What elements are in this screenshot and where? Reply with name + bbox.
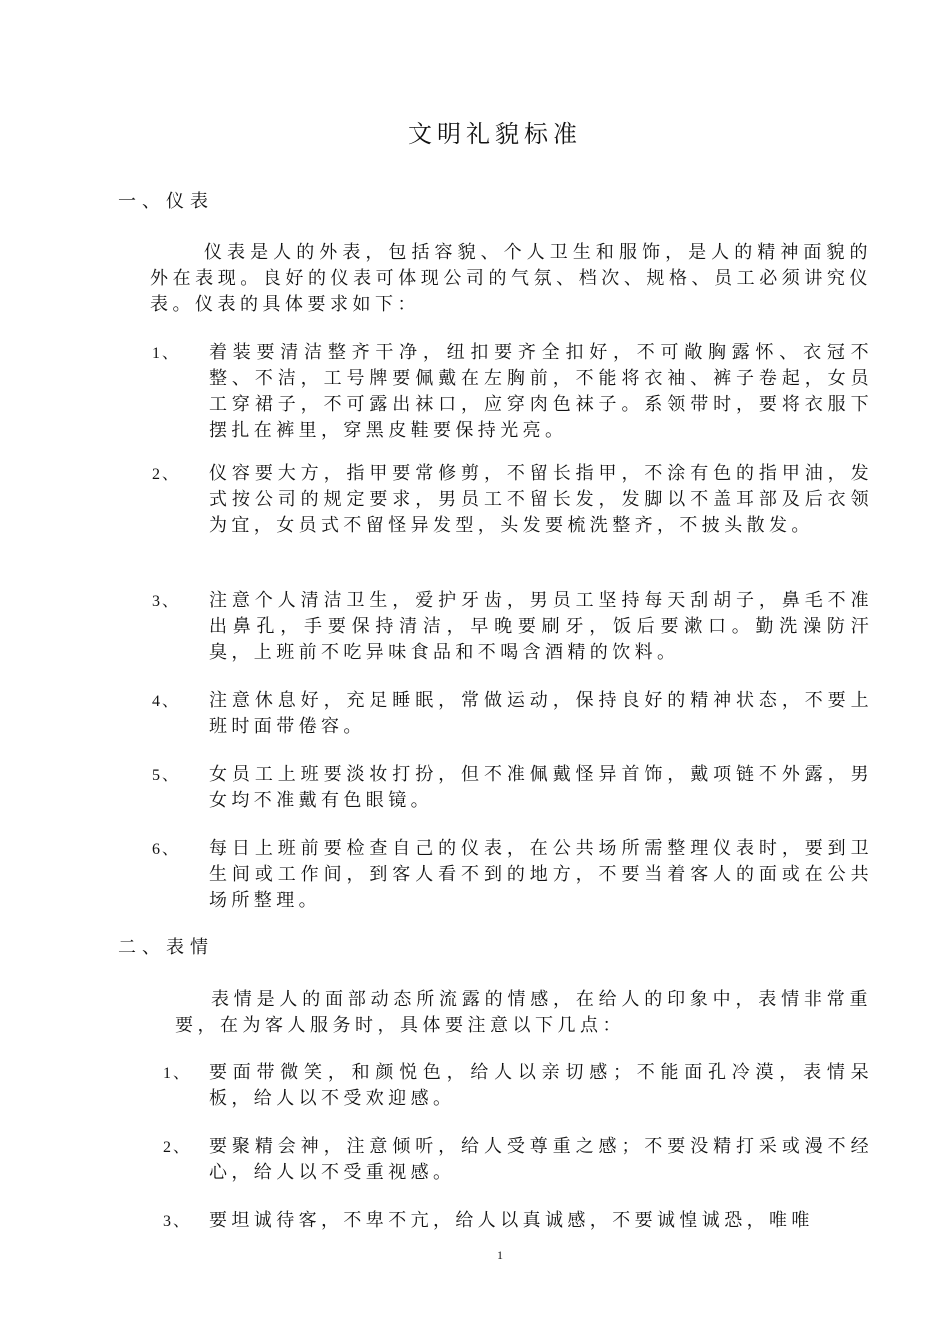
list-item-text: 要坦诚待客，不卑不亢，给人以真诚感，不要诚惶诚恐，唯唯: [209, 1210, 814, 1231]
list-item-text: 注意个人清洁卫生，爱护牙齿，男员工坚持每天刮胡子，鼻毛不准出鼻孔，手要保持清洁，早晚要刷牙，饭后要漱口。勤洗澡防汗臭，上班前不吃异味食品和不喝含酒精的饮料。: [209, 590, 873, 663]
list-item-number: 5、: [152, 767, 181, 784]
list-item-text: 每日上班前要检查自己的仪表，在公共场所需整理仪表时，要到卫生间或工作间，到客人看不到的地方，不要当着客人的面或在公共场所整理。: [209, 838, 873, 911]
list-item-number: 3、: [152, 593, 181, 610]
list-item-number: 6、: [152, 841, 181, 858]
section-intro-expression: 表情是人的面部动态所流露的情感，在给人的印象中，表情非常重要，在为客人服务时，具体要注意以下几点：: [175, 989, 872, 1036]
list-item-text: 要聚精会神，注意倾听，给人受尊重之感；不要没精打采或漫不经心，给人以不受重视感。: [209, 1136, 873, 1183]
section-heading-expression: 二、表情: [118, 937, 214, 958]
list-item-text: 仪容要大方，指甲要常修剪，不留长指甲，不涂有色的指甲油，发式按公司的规定要求，男员工不留长发，发脚以不盖耳部及后衣领为宜，女员式不留怪异发型，头发要梳洗整齐，不披头散发。: [209, 463, 873, 536]
section-heading-appearance: 一、仪表: [118, 191, 214, 212]
list-item-number: 1、: [163, 1065, 192, 1082]
list-item-text: 女员工上班要淡妆打扮，但不准佩戴怪异首饰，戴项链不外露，男女均不准戴有色眼镜。: [209, 764, 873, 811]
list-item-number: 1、: [152, 345, 181, 362]
document-title: 文明礼貌标准: [408, 120, 582, 148]
page-number: 1: [497, 1248, 503, 1262]
list-item-number: 4、: [152, 693, 181, 710]
list-item-number: 2、: [163, 1139, 192, 1156]
list-item-text: 着装要清洁整齐干净，纽扣要齐全扣好，不可敞胸露怀、衣冠不整、不洁，工号牌要佩戴在左胸前，不能将衣袖、裤子卷起，女员工穿裙子，不可露出袜口，应穿肉色袜子。系领带时，要将衣服下摆扎在裤里，穿黑皮鞋要保持光亮。: [209, 342, 873, 441]
list-item-text: 注意休息好，充足睡眠，常做运动，保持良好的精神状态，不要上班时面带倦容。: [209, 690, 873, 737]
list-item-text: 要面带微笑，和颜悦色，给人以亲切感；不能面孔冷漠，表情呆板，给人以不受欢迎感。: [209, 1062, 873, 1109]
section-intro-appearance: 仪表是人的外表，包括容貌、个人卫生和服饰，是人的精神面貌的外在表现。良好的仪表可体现公司的气氛、档次、规格、员工必须讲究仪表。仪表的具体要求如下：: [150, 242, 872, 315]
list-item-number: 3、: [163, 1213, 192, 1230]
list-item-number: 2、: [152, 466, 181, 483]
